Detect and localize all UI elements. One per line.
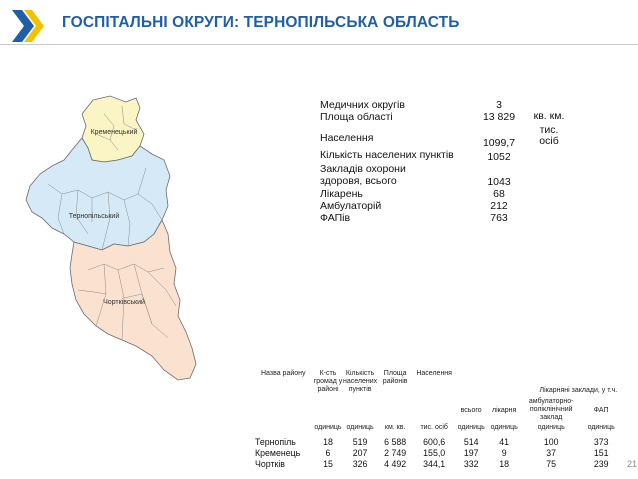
cell-population: 155,0 [423, 447, 446, 458]
stat-label: Медичних округів [320, 99, 405, 111]
stat-row [320, 200, 580, 212]
cell-settlements: 207 [352, 447, 368, 458]
cell-population: 600,6 [423, 436, 446, 447]
district-table [255, 370, 621, 469]
cell-communities: 6 [325, 447, 331, 458]
stat-unit: тис. осіб [539, 124, 559, 147]
th-population: Населення [416, 370, 452, 377]
logo-chevron-icon [10, 8, 44, 44]
stat-row [320, 212, 580, 224]
stat-value: 1043 [487, 176, 511, 188]
th-total: всього [460, 406, 482, 414]
unit-cell: тис. осіб [420, 424, 448, 431]
cell-settlements: 326 [352, 458, 368, 469]
cell-outpatient: 75 [546, 458, 557, 469]
cell-fap: 151 [593, 447, 609, 458]
cell-hospitals: 18 [499, 458, 510, 469]
stat-row [320, 123, 580, 149]
th-hospitals: лікарня [492, 406, 517, 414]
unit-cell: одиниць [537, 424, 565, 431]
stat-value: 68 [493, 188, 505, 200]
cell-area: 6 588 [384, 436, 407, 447]
unit-cell: одиниць [314, 424, 342, 431]
map-label-chortkiv: Чортківський [103, 299, 145, 306]
region-stats [320, 99, 580, 224]
unit-cell: одиниць [490, 424, 518, 431]
stat-row [320, 111, 580, 123]
stat-label: Площа області [320, 111, 393, 123]
header-divider [0, 44, 638, 45]
th-name: Назва району [261, 370, 306, 377]
stat-unit: кв. км. [533, 110, 565, 122]
stat-label: Амбулаторій [320, 200, 382, 212]
page-title: ГОСПІТАЛЬНІ ОКРУГИ: ТЕРНОПІЛЬСЬКА ОБЛАСТЬ [62, 14, 460, 31]
cell-area: 2 749 [384, 447, 407, 458]
cell-fap: 373 [593, 436, 609, 447]
cell-communities: 18 [323, 436, 333, 447]
stat-value: 212 [490, 200, 508, 212]
table-row [255, 447, 621, 458]
th-communities: К-сть громад у районі [313, 370, 343, 393]
stat-value: 1099,7 [482, 137, 516, 149]
stat-value: 1052 [487, 151, 511, 163]
unit-cell: одиниць [346, 424, 374, 431]
cell-hospitals: 9 [501, 447, 507, 458]
cell-name: Чортків [255, 458, 285, 469]
unit-cell: одиниць [587, 424, 615, 431]
stat-row [320, 188, 580, 200]
th-outpatient: амбулаторно-поліклінічний заклад [528, 398, 574, 421]
cell-communities: 15 [323, 458, 333, 469]
stat-label: Кількість населених пунктів [320, 149, 454, 161]
stat-value: 13 829 [482, 111, 516, 123]
cell-hospitals: 41 [499, 436, 510, 447]
cell-total: 514 [463, 436, 479, 447]
th-settlements: Кількість населених пунктів [343, 370, 378, 393]
th-facilities-group: Лікарняні заклади, у т.ч. [539, 386, 618, 394]
cell-total: 332 [463, 458, 479, 469]
cell-outpatient: 100 [543, 436, 559, 447]
stat-label: Населення [320, 132, 374, 144]
th-fap: ФАП [593, 406, 609, 414]
unit-cell: одиниць [457, 424, 485, 431]
unit-cell: км. кв. [384, 424, 406, 431]
cell-settlements: 519 [352, 436, 368, 447]
stat-row [320, 163, 580, 188]
cell-population: 344,1 [423, 458, 446, 469]
table-row [255, 436, 621, 447]
stat-label: Закладів охорони здоровя, всього [320, 163, 406, 187]
cell-name: Кременець [255, 447, 301, 458]
cell-total: 197 [463, 447, 479, 458]
th-area: Площа районів [382, 370, 408, 385]
stat-row [320, 149, 580, 163]
cell-outpatient: 37 [546, 447, 557, 458]
stat-label: Лікарень [320, 188, 363, 200]
stat-label: ФАПів [320, 212, 351, 224]
map-label-ternopil: Тернопільський [68, 213, 120, 220]
region-map [18, 94, 200, 384]
page-number: 21 [627, 459, 638, 469]
stat-value: 3 [496, 99, 502, 111]
map-label-kremenets: Кременецький [90, 129, 138, 136]
cell-area: 4 492 [384, 458, 407, 469]
table-row [255, 458, 621, 469]
cell-name: Тернопіль [255, 436, 296, 447]
stat-value: 763 [490, 212, 508, 224]
cell-fap: 239 [593, 458, 609, 469]
